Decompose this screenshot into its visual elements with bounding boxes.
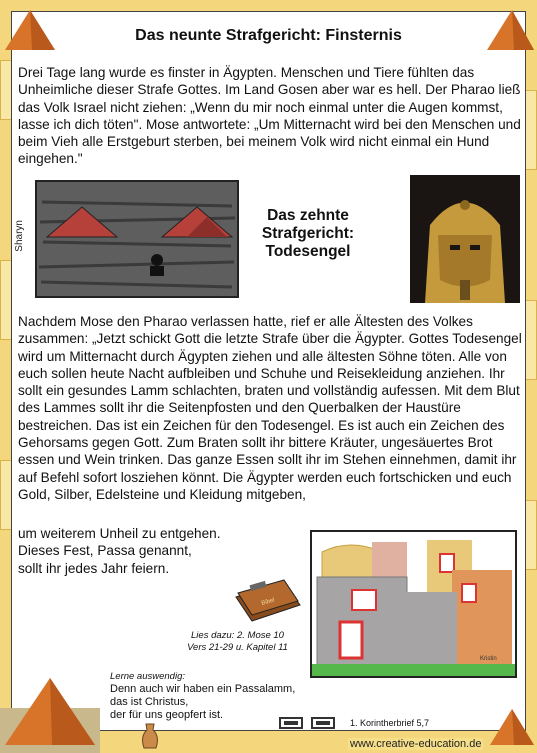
memory-verse [110,683,295,722]
reading-reference-line: Lies dazu: 2. Mose 10 [191,630,284,641]
frame-cell [525,90,537,170]
paragraph-todesengel: Nachdem Mose den Pharao verlassen hatte, rief er alle Ältesten des Volkes zusammen: „Jetzt schickt Gott die letzte Strafe über die Ägypter. Gottes Todesengel wird um Mitternacht durch Ägypten ziehen und alle ältesten Söhne töten. Alle von euch sollen heute Nacht aufbleiben und Schuhe und Reisekleidung anziehen. Ihr sollt ein gesundes Lamm schlachten, braten und vollständig aufessen. Mit dem Blut des Lammes sollt ihr die Seitenpfosten und den Querbalken der Haustüre bestreichen. Das ist ein Zeichen für den Todesengel. Es ist auch ein Zeichen des Gehorsams gegen Gott. Zum Braten sollt ihr bittere Kräuter, ungesäuertes Brot essen und Wein trinken. Das ganze Essen sollt ihr im Stehen einnehmen, damit ihr auf Befehl sofort losziehen könnt. Die Ägypter werden euch fortschicken und euch Gold, Silber, Edelsteine und Kleidung mitgeben, [18,314,522,502]
passa-line: um weiterem Unheil zu entgehen. [18,526,221,541]
pharaoh-mask-image [410,175,520,303]
bible-icon [232,575,302,625]
memory-verse-line: der für uns geopfert ist. [110,709,224,721]
pyramid-icon-bottom-left [0,670,100,753]
paragraph-finsternis: Drei Tage lang wurde es finster in Ägypten. Menschen und Tiere fühlten das Unheimliche dieser Strafe Gottes. Im Land Gosen aber war es hell. Der Pharao ließ das Volk Israel nicht ziehen: „Wenn du mir noch einmal unter die Augen kommst, lasse ich dich töten". Mose antwortete: „Um Mitternacht wird bei den Menschen und beim Vieh alle Erstgeburt sterben, bei meinem Volk wird nicht einmal ein Hund eingehen." [18,65,521,167]
houses-drawing [312,532,515,676]
pharaoh-mask-icon [410,175,520,303]
page-title: Das neunte Strafgericht: Finsternis [135,27,402,44]
child-drawing-houses [310,530,517,678]
svg-text:Bibel: Bibel [260,597,276,607]
oil-lamp-icons [278,716,338,730]
drawing-scribble [37,182,237,296]
memory-verse-line: das ist Christus, [110,696,189,708]
paragraph-passa [18,525,318,577]
passa-line: sollt ihr jedes Jahr feiern. [18,560,170,576]
passa-line: Dieses Fest, Passa genannt, [18,543,192,559]
reading-reference [180,630,295,654]
child-drawing-pyramids [35,180,239,298]
drawing-credit: Sharyn [14,220,25,252]
clay-jug-icon [138,722,162,752]
houses-drawing-credit: Kristin [480,656,497,662]
sub-heading-todesengel: Das zehnte Strafgericht: Todesengel [261,207,355,260]
memory-verse-label: Lerne auswendig: [110,671,185,682]
verse-reference: 1. Korintherbrief 5,7 [350,718,430,728]
website-link[interactable]: www.creative-education.de [350,738,482,750]
frame-cell [525,500,537,570]
reading-reference-line: Vers 21-29 u. Kapitel 11 [187,642,288,653]
pyramid-icon-bottom-right [488,705,537,753]
memory-verse-line: Denn auch wir haben ein Passalamm, [110,683,296,695]
